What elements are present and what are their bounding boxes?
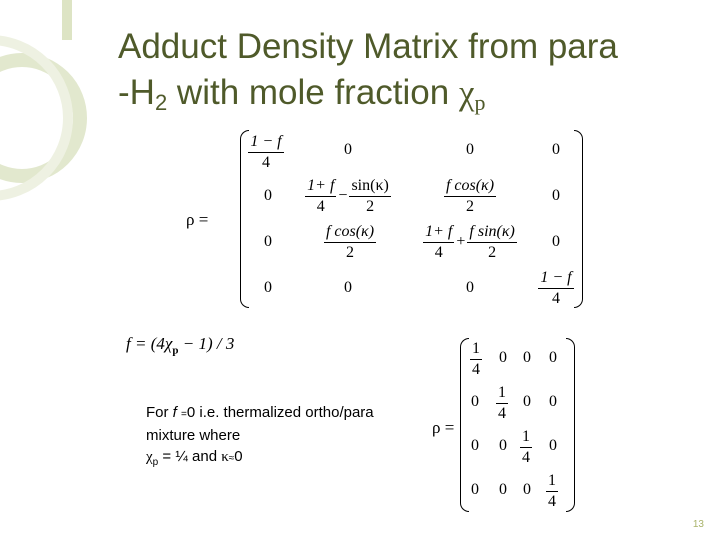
m2-r4c3: 0 (523, 481, 531, 498)
f-definition: $f = (4\chi_p - 1) / 3$ (126, 334, 235, 357)
title-prefix: -H (118, 73, 155, 112)
m2-r1c3: 0 (523, 349, 531, 366)
m2-r4c2: 0 (499, 481, 507, 498)
m1-r1c1: $\frac{1 - f}{4}$ (250, 132, 282, 171)
chi-symbol: χ (458, 73, 475, 112)
title-subscript: 2 (154, 90, 168, 115)
matrix2-right-bracket (566, 338, 575, 512)
m2-r3c2: 0 (499, 437, 507, 454)
title-mid: with mole fraction (167, 73, 459, 112)
title-line-2 (118, 70, 708, 116)
title-line-1: Adduct Density Matrix from para (118, 27, 618, 66)
m1-r4c4: $\frac{1 - f}{4}$ (540, 268, 572, 307)
m1-r4c3: 0 (466, 279, 474, 296)
m1-r1c2: 0 (344, 141, 352, 158)
page-number: 13 (692, 519, 704, 530)
m1-r2c4: 0 (552, 187, 560, 204)
explanation-note: For f =0 i.e. thermalized ortho/para mixture where $\chi_p$ = ¼ and κ≈0 (146, 404, 374, 468)
m1-r3c2: $\frac{\text{f cos(κ)}}{2}$ (325, 222, 375, 261)
m2-r2c1: 0 (471, 393, 479, 410)
m2-r1c2: 0 (499, 349, 507, 366)
m2-r1c1: $\frac{1}{4}$ (472, 339, 480, 378)
m1-r1c3: 0 (466, 141, 474, 158)
m2-r3c3: $\frac{1}{4}$ (522, 427, 530, 466)
m1-r4c2: 0 (344, 279, 352, 296)
m2-r2c2: $\frac{1}{4}$ (498, 383, 506, 422)
m1-r4c1: 0 (264, 279, 272, 296)
m2-r2c4: 0 (549, 393, 557, 410)
m2-r4c4: $\frac{1}{4}$ (548, 471, 556, 510)
chi-subscript: p (474, 90, 486, 115)
rho-label-2: ρ = (432, 418, 455, 437)
m1-r2c3: $\frac{\text{f cos(κ)}}{2}$ (445, 176, 495, 215)
m2-r3c1: 0 (471, 437, 479, 454)
slide-title (118, 24, 708, 116)
m1-r3c3: $\frac{1+ f}{4}$ + $\frac{\text{f sin(κ)}}{2}$ (425, 222, 515, 261)
m2-r3c4: 0 (549, 437, 557, 454)
m1-r3c4: 0 (552, 233, 560, 250)
m1-r2c2: $\frac{1+ f}{4}$ − $\frac{\sin(\kappa)}{2}$ (307, 176, 389, 215)
m2-r2c3: 0 (523, 393, 531, 410)
m1-r1c4: 0 (552, 141, 560, 158)
m2-r4c1: 0 (471, 481, 479, 498)
m2-r1c4: 0 (549, 349, 557, 366)
rho-label-1: ρ = (186, 210, 209, 229)
m1-r2c1: 0 (264, 187, 272, 204)
m1-r3c1: 0 (264, 233, 272, 250)
